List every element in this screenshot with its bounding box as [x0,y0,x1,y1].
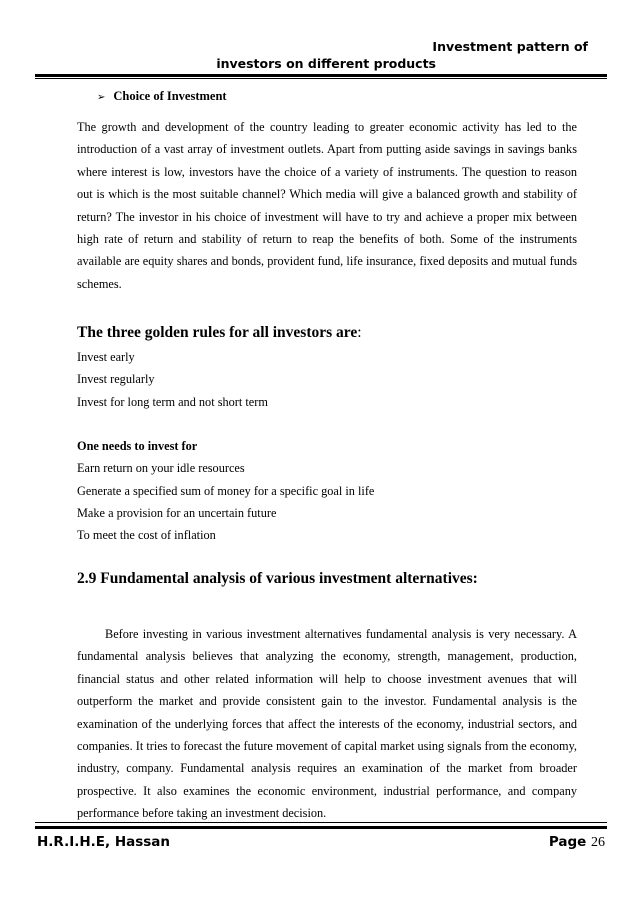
choice-of-investment-heading [97,89,227,104]
golden-rule-item: Invest regularly [77,372,155,386]
footer-rule-thin [35,822,607,823]
choice-of-investment-text: Choice of Investment [113,89,227,103]
invest-for-heading: One needs to invest for [77,439,198,453]
invest-for-item: Earn return on your idle resources [77,461,245,475]
invest-for-item: Make a provision for an uncertain future [77,506,277,520]
fundamental-analysis-paragraph-block [77,623,577,825]
page-header [216,38,588,71]
footer-page [549,834,605,851]
header-title-line1: Investment pattern of [432,39,588,54]
arrow-bullet-icon: ➢ [97,92,106,103]
invest-for-item: Generate a specified sum of money for a specific goal in life [77,484,375,498]
footer-page-label: Page [548,834,587,850]
section-2-9-heading: 2.9 Fundamental analysis of various investment alternatives: [77,570,478,587]
header-title-line2: investors on different products [216,56,436,71]
fundamental-analysis-paragraph: Before investing in various investment alternatives fundamental analysis is very necessary. A fundamental analysis believes that analyzing the economy, strength, management, production, financial status and other related information will help to choose investment avenues that will outperform the market and provide consistent gain to the investor. Fundamental analysis is the examination of the underlying forces that affect the interests of the economy, industrial sectors, and companies. It tries to forecast the future movement of capital market using signals from the economy, industry, company. Fundamental analysis requires an examination of the market from broader prospective. It also examines the economic environment, industrial performance, and company performance before taking an investment decision. [77,627,577,821]
choice-of-investment-paragraph: The growth and development of the country leading to greater economic activity has led to the introduction of a vast array of investment outlets. Apart from putting aside savings in savings banks where interest is low, investors have the choice of a variety of instruments. The question to reason out is which is the most suitable channel? Which media will give a balanced growth and stability of return? The investor in his choice of investment will have to try and achieve a proper mix between high rate of return and stability of return to reap the benefits of both. Some of the instruments available are equity shares and bonds, provident fund, life insurance, fixed deposits and mutual funds schemes. [77,120,577,291]
invest-for-item: To meet the cost of inflation [77,528,216,542]
golden-rules-heading [77,324,362,342]
golden-rule-item: Invest for long term and not short term [77,395,268,409]
footer-rule [35,826,607,829]
choice-of-investment-paragraph-block [77,116,577,295]
footer-page-number: 26 [591,835,605,850]
golden-rules-colon: : [357,324,362,341]
footer-institution: H.R.I.H.E, Hassan [37,834,171,850]
header-rule-thin [35,78,607,79]
golden-rules-heading-text: The three golden rules for all investors are [77,324,358,341]
header-rule [35,74,607,77]
golden-rule-item: Invest early [77,350,135,364]
